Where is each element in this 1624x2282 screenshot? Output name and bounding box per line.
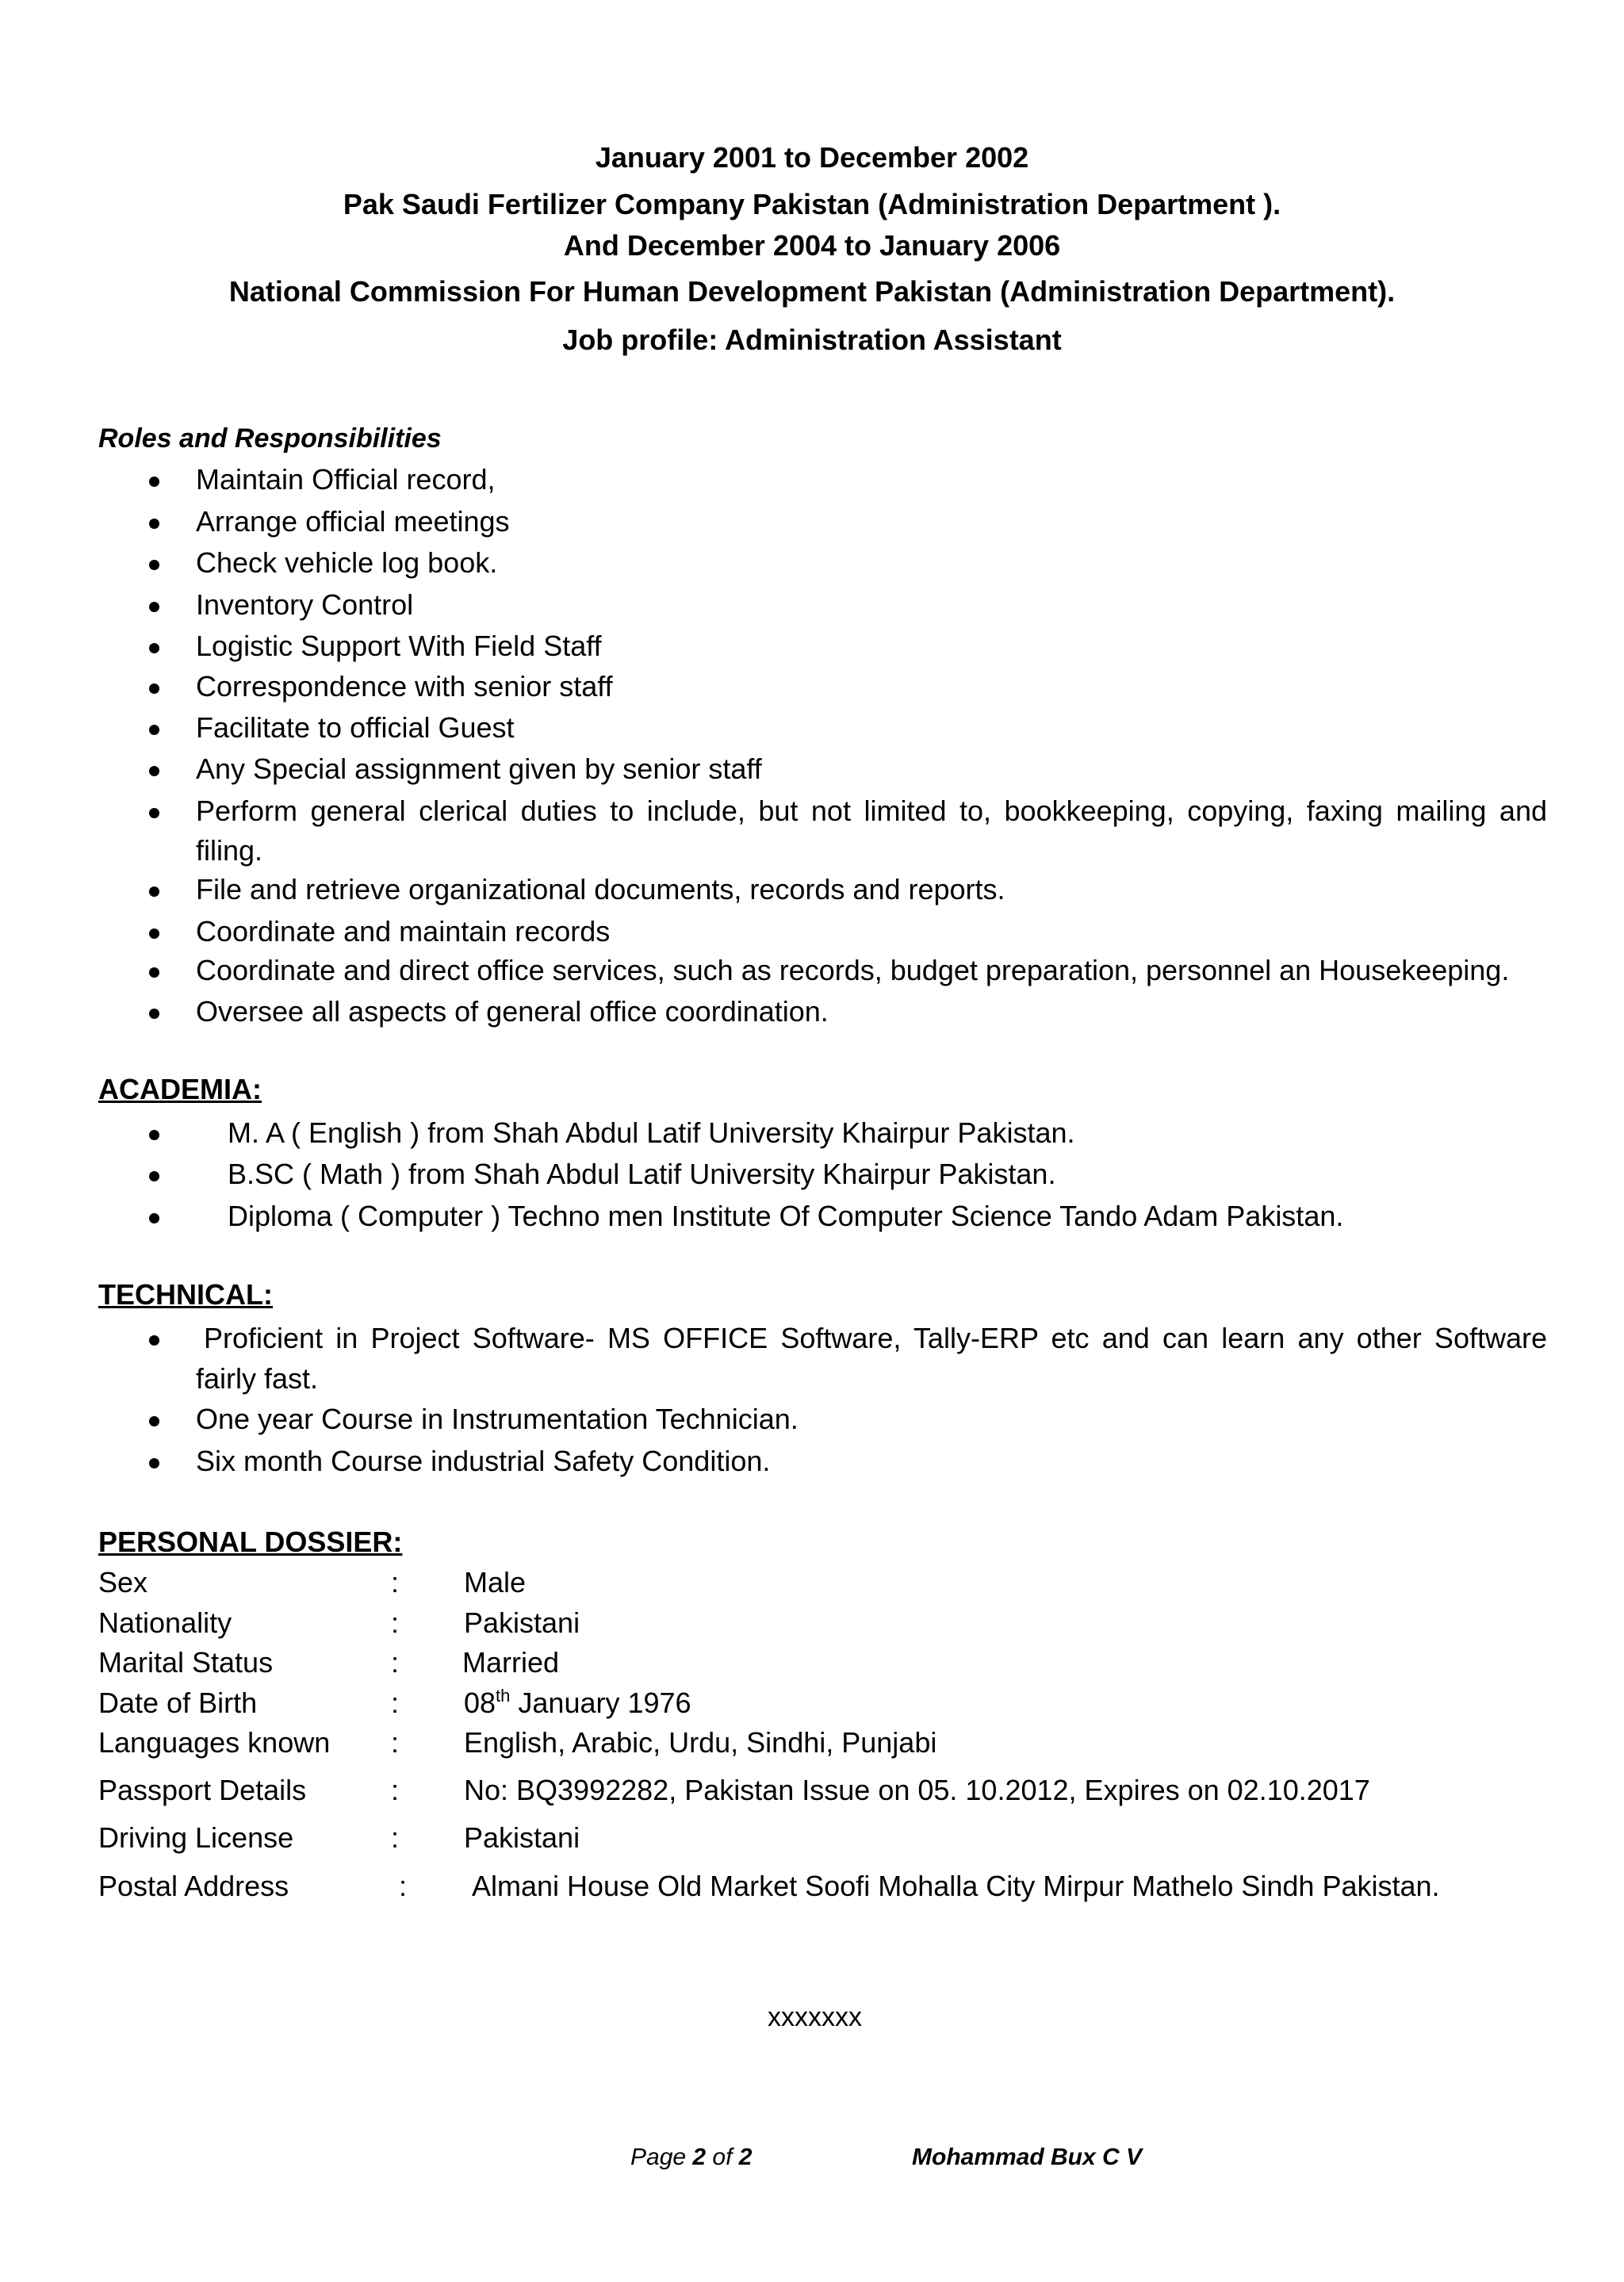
bullet-icon: [149, 886, 159, 897]
bullet-icon: [149, 967, 159, 978]
list-item: Any Special assignment given by senior staff: [196, 752, 762, 785]
list-item: Coordinate and direct office services, such as records, budget preparation, personnel an Housekeeping.: [196, 954, 1510, 986]
dossier-separator: :: [399, 1870, 408, 1902]
dossier-value: No: BQ3992282, Pakistan Issue on 05. 10.2012, Expires on 02.10.2017: [464, 1774, 1370, 1806]
bullet-icon: [149, 808, 159, 818]
bullet-icon: [149, 683, 159, 694]
dossier-separator: :: [391, 1774, 400, 1806]
list-item: Facilitate to official Guest: [196, 711, 515, 744]
academia-heading: ACADEMIA:: [98, 1073, 262, 1105]
dossier-value: Male: [464, 1566, 527, 1599]
bullet-icon: [149, 560, 159, 570]
dossier-label: Languages known: [98, 1726, 331, 1759]
list-item-continuation: filing.: [196, 834, 263, 867]
list-item: Oversee all aspects of general office coordination.: [196, 995, 829, 1028]
dossier-value: Pakistani: [464, 1606, 580, 1639]
bullet-icon: [149, 1458, 159, 1468]
dossier-separator: :: [391, 1566, 400, 1599]
list-item: M. A ( English ) from Shah Abdul Latif University Khairpur Pakistan.: [228, 1116, 1075, 1149]
bullet-icon: [149, 1335, 159, 1346]
bullet-icon: [149, 1171, 159, 1181]
list-item: One year Course in Instrumentation Technician.: [196, 1403, 799, 1435]
employment-period-2: And December 2004 to January 2006: [563, 229, 1061, 262]
document-name: Mohammad Bux C V: [912, 2144, 1143, 2170]
technical-heading: TECHNICAL:: [98, 1278, 273, 1311]
dossier-separator: :: [391, 1687, 400, 1719]
dossier-value: Almani House Old Market Soofi Mohalla City Mirpur Mathelo Sindh Pakistan.: [472, 1870, 1440, 1902]
employment-period-1: January 2001 to December 2002: [595, 141, 1029, 174]
employer-1: Pak Saudi Fertilizer Company Pakistan (Administration Department ).: [343, 188, 1281, 220]
list-item: Diploma ( Computer ) Techno men Institute Of Computer Science Tando Adam Pakistan.: [228, 1200, 1344, 1232]
dossier-value: Married: [462, 1646, 560, 1679]
list-item: Check vehicle log book.: [196, 546, 498, 579]
list-item: Maintain Official record,: [196, 463, 496, 496]
dossier-heading: PERSONAL DOSSIER:: [98, 1526, 403, 1558]
list-item-continuation: fairly fast.: [196, 1362, 319, 1395]
bullet-icon: [149, 1130, 159, 1140]
bullet-icon: [149, 1416, 159, 1426]
dossier-value: English, Arabic, Urdu, Sindhi, Punjabi: [464, 1726, 937, 1759]
list-item: Coordinate and maintain records: [196, 915, 611, 948]
job-profile: Job profile: Administration Assistant: [562, 324, 1062, 356]
list-item: B.SC ( Math ) from Shah Abdul Latif University Khairpur Pakistan.: [228, 1158, 1056, 1190]
bullet-icon: [149, 766, 159, 776]
dossier-label: Postal Address: [98, 1870, 289, 1902]
list-item: Arrange official meetings: [196, 505, 510, 538]
date-of-birth-value: 08th January 1976: [464, 1686, 691, 1719]
dossier-label: Driving License: [98, 1821, 294, 1854]
dossier-label: Sex: [98, 1566, 148, 1599]
dossier-label: Date of Birth: [98, 1687, 258, 1719]
bullet-icon: [149, 928, 159, 939]
bullet-icon: [149, 602, 159, 612]
list-item: File and retrieve organizational documents, records and reports.: [196, 873, 1005, 906]
end-mark: xxxxxxx: [768, 2002, 862, 2032]
bullet-icon: [149, 1009, 159, 1019]
bullet-icon: [149, 1213, 159, 1223]
dossier-separator: :: [391, 1726, 400, 1759]
employer-2: National Commission For Human Development Pakistan (Administration Department).: [228, 275, 1396, 308]
list-item: Six month Course industrial Safety Condition.: [196, 1445, 771, 1477]
dossier-label: Nationality: [98, 1606, 232, 1639]
list-item: Inventory Control: [196, 588, 414, 621]
bullet-icon: [149, 477, 159, 487]
list-item: Logistic Support With Field Staff: [196, 630, 602, 662]
dossier-separator: :: [391, 1606, 400, 1639]
list-item: Perform general clerical duties to include, but not limited to, bookkeeping, copying, faxing mailing and: [196, 794, 1547, 827]
dossier-label: Marital Status: [98, 1646, 274, 1679]
dossier-value: Pakistani: [464, 1821, 580, 1854]
dossier-label: Passport Details: [98, 1774, 307, 1806]
dossier-separator: :: [391, 1646, 400, 1679]
dossier-separator: :: [391, 1821, 400, 1854]
roles-heading: Roles and Responsibilities: [98, 423, 442, 454]
page-number: Page 2 of 2: [630, 2144, 753, 2170]
list-item: Correspondence with senior staff: [196, 670, 613, 703]
bullet-icon: [149, 519, 159, 529]
bullet-icon: [149, 725, 159, 735]
list-item: Proficient in Project Software- MS OFFICE Software, Tally-ERP etc and can learn any other Software: [204, 1322, 1547, 1354]
bullet-icon: [149, 643, 159, 653]
